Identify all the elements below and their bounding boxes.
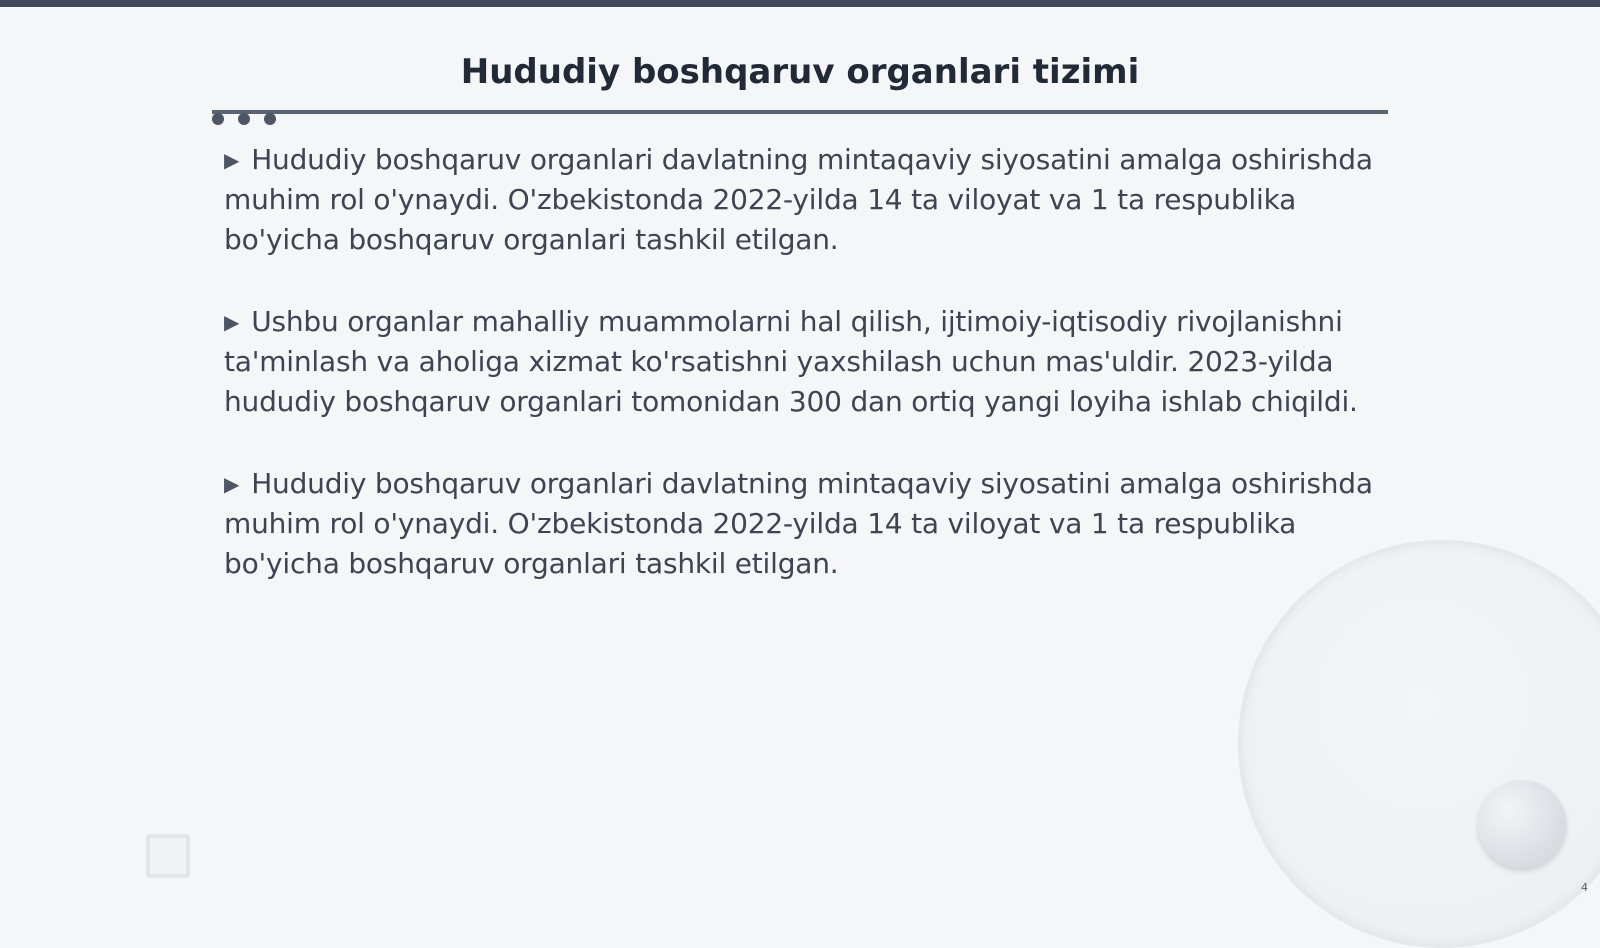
decorative-square	[146, 834, 190, 878]
divider-dots	[212, 113, 276, 125]
triangle-bullet-icon: ▶	[224, 148, 240, 172]
bullet-item	[224, 464, 1374, 584]
page-number: 4	[1581, 881, 1588, 894]
bullet-item	[224, 302, 1374, 422]
top-accent-bar	[0, 0, 1600, 7]
triangle-bullet-icon: ▶	[224, 472, 240, 496]
decorative-ball	[1478, 780, 1566, 868]
divider-dot	[238, 113, 250, 125]
bullet-text: Ushbu organlar mahalliy muammolarni hal qilish, ijtimoiy-iqtisodiy rivojlanishni ta'minlash va aholiga xizmat ko'rsatishni yaxshilash uchun mas'uldir. 2023-yilda hududiy boshqaruv organlari tomonidan 300 dan ortiq yangi loyiha ishlab chiqildi.	[224, 305, 1358, 418]
bullet-text: Hududiy boshqaruv organlari davlatning mintaqaviy siyosatini amalga oshirishda muhim rol o'ynaydi. O'zbekistonda 2022-yilda 14 ta viloyat va 1 ta respublika bo'yicha boshqaruv organlari tashkil etilgan.	[224, 143, 1373, 256]
slide-title: Hududiy boshqaruv organlari tizimi	[460, 52, 1140, 92]
bullet-list	[224, 140, 1374, 626]
triangle-bullet-icon: ▶	[224, 310, 240, 334]
divider-dot	[212, 113, 224, 125]
divider-dot	[264, 113, 276, 125]
title-divider	[212, 110, 1388, 114]
bullet-text: Hududiy boshqaruv organlari davlatning mintaqaviy siyosatini amalga oshirishda muhim rol o'ynaydi. O'zbekistonda 2022-yilda 14 ta viloyat va 1 ta respublika bo'yicha boshqaruv organlari tashkil etilgan.	[224, 467, 1373, 580]
bullet-item	[224, 140, 1374, 260]
